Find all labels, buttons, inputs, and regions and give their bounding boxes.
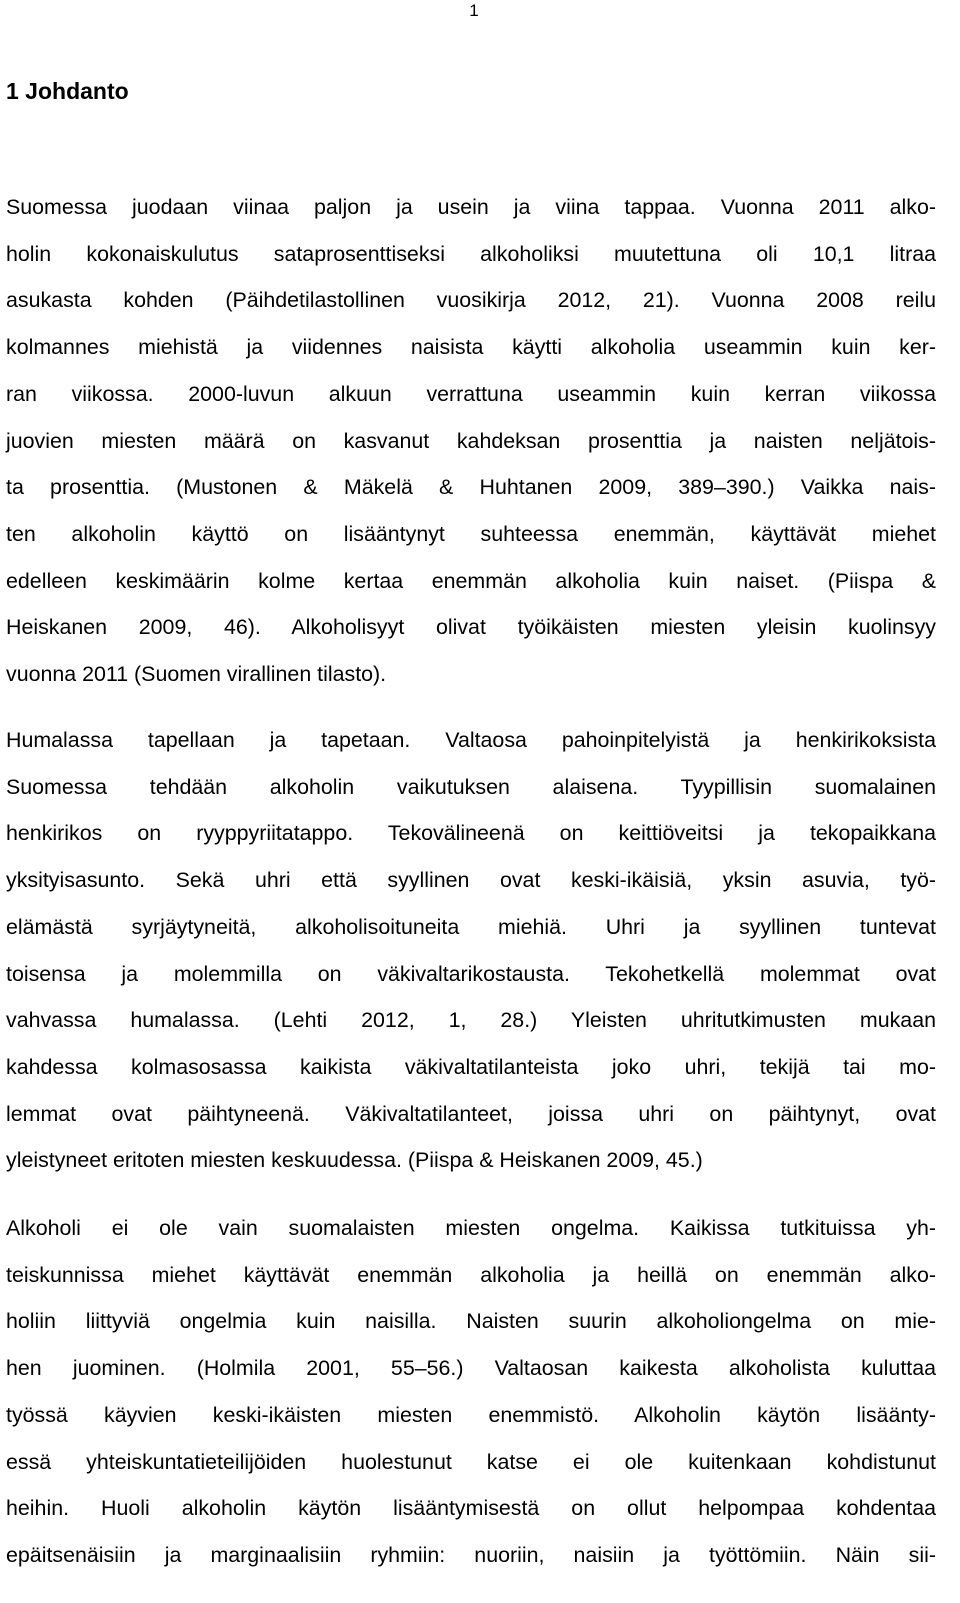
text-line: kahdessa kolmasosassa kaikista väkivaltatilanteista joko uhri, tekijä tai mo- [6,1054,936,1079]
text-line: edelleen keskimäärin kolme kertaa enemmän alkoholia kuin naiset. (Piispa & [6,568,936,593]
text-line: vahvassa humalassa. (Lehti 2012, 1, 28.) Yleisten uhritutkimusten mukaan [6,1008,936,1033]
text-line: heihin. Huoli alkoholin käytön lisääntymisestä on ollut helpompaa kohdentaa [6,1496,936,1521]
text-line: holiin liittyviä ongelmia kuin naisilla. Naisten suurin alkoholiongelma on mie- [6,1309,936,1334]
paragraph-alcohol-consumption [6,184,936,698]
text-line: ten alkoholin käyttö on lisääntynyt suhteessa enemmän, käyttävät miehet [6,521,936,546]
text-line: elämästä syrjäytyneitä, alkoholisoituneita miehiä. Uhri ja syyllinen tuntevat [6,914,936,939]
text-line: toisensa ja molemmilla on väkivaltarikostausta. Tekohetkellä molemmat ovat [6,961,936,986]
page-number: 1 [469,1,479,20]
text-line: hen juominen. (Holmila 2001, 55–56.) Valtaosan kaikesta alkoholista kuluttaa [6,1356,936,1381]
text-line: vuonna 2011 (Suomen virallinen tilasto). [6,662,387,687]
text-line: lemmat ovat päihtyneenä. Väkivaltatilanteet, joissa uhri on päihtynyt, ovat [6,1101,936,1126]
text-line: asukasta kohden (Päihdetilastollinen vuosikirja 2012, 21). Vuonna 2008 reilu [6,288,936,313]
text-line: yleistyneet eritoten miesten keskuudessa. (Piispa & Heiskanen 2009, 45.) [6,1148,703,1173]
text-line: ta prosenttia. (Mustonen & Mäkelä & Huhtanen 2009, 389–390.) Vaikka nais- [6,475,936,500]
text-line: essä yhteiskuntatieteilijöiden huolestunut katse ei ole kuitenkaan kohdistunut [6,1449,936,1474]
text-line: holin kokonaiskulutus sataprosenttiseksi alkoholiksi muutettuna oli 10,1 litraa [6,241,936,266]
text-line: Alkoholi ei ole vain suomalaisten miesten ongelma. Kaikissa tutkituissa yh- [6,1216,936,1240]
text-line: juovien miesten määrä on kasvanut kahdeksan prosenttia ja naisten neljätois- [6,428,936,453]
text-line: Heiskanen 2009, 46). Alkoholisyyt olivat työikäisten miesten yleisin kuolinsyy [6,615,936,640]
text-line: Suomessa tehdään alkoholin vaikutuksen alaisena. Tyypillisin suomalainen [6,774,936,799]
paragraph-violence [6,717,936,1184]
text-line: teiskunnissa miehet käyttävät enemmän alkoholia ja heillä on enemmän alko- [6,1262,936,1287]
text-line: ran viikossa. 2000-luvun alkuun verrattuna useammin kuin kerran viikossa [6,381,936,406]
text-line: epäitsenäisiin ja marginaalisiin ryhmiin: nuoriin, naisiin ja työttömiin. Näin sii- [6,1542,936,1567]
paragraph-gender [6,1205,936,1579]
text-line: Suomessa juodaan viinaa paljon ja usein ja viina tappaa. Vuonna 2011 alko- [6,195,936,219]
text-line: yksityisasunto. Sekä uhri että syyllinen ovat keski-ikäisiä, yksin asuvia, työ- [6,868,936,893]
text-line: henkirikos on ryyppyriitatappo. Tekovälineenä on keittiöveitsi ja tekopaikkana [6,821,936,846]
text-line: kolmannes miehistä ja viidennes naisista käytti alkoholia useammin kuin ker- [6,335,936,360]
section-heading: 1 Johdanto [6,78,129,104]
text-line: työssä käyvien keski-ikäisten miesten enemmistö. Alkoholin käytön lisäänty- [6,1402,936,1427]
text-line: Humalassa tapellaan ja tapetaan. Valtaosa pahoinpitelyistä ja henkirikoksista [6,728,936,752]
